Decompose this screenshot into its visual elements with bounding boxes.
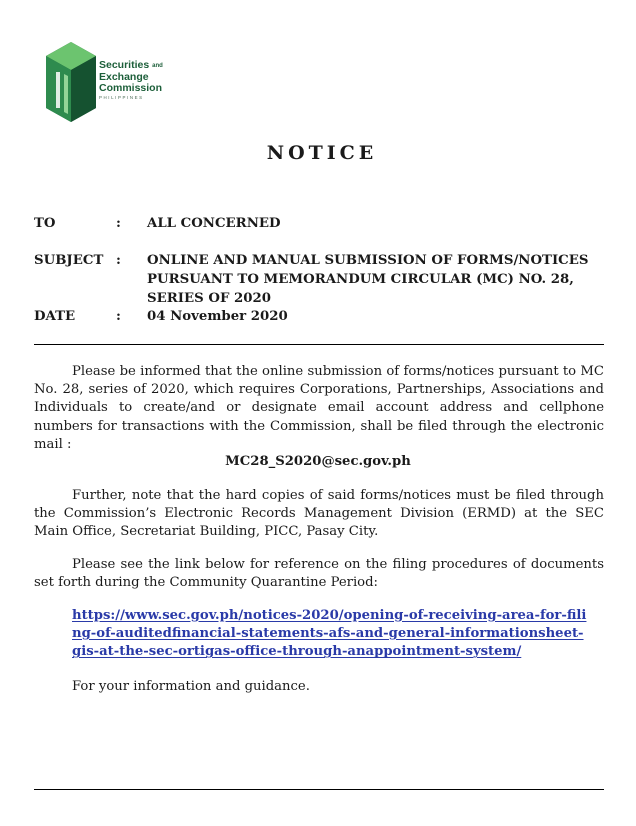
field-to-value: ALL CONCERNED [147, 216, 281, 231]
logo-line-1: Securities [99, 59, 150, 71]
notice-title: NOTICE [266, 142, 378, 164]
reference-link[interactable]: https://www.sec.gov.ph/notices-2020/opening-of-receiving-area-for-filing-of-auditedfinancial-statements-afs-and-general-informationsheet-gis-at-the-sec-ortigas-office-through-anappointment-system/ [72, 608, 587, 660]
logo-line-1-and: and [152, 63, 163, 69]
body-paragraph-closing: For your information and guidance. [72, 679, 310, 694]
body-paragraph-hard-copies: Further, note that the hard copies of said forms/notices must be filed through the Commission’s Electronic Records Management Division (ERMD) at the SEC Main Office, Secretariat Building, PICC, Pasay City. [34, 488, 604, 540]
field-date-value: 04 November 2020 [147, 309, 288, 324]
field-subject-colon: : [116, 253, 121, 268]
body-paragraph-link-intro: Please see the link below for reference on the filing procedures of documents set forth during the Community Quarantine Period: [34, 557, 604, 591]
body-paragraph-online-submission: Please be informed that the online submission of forms/notices pursuant to MC No. 28, series of 2020, which requires Corporations, Partnerships, Associations and Individuals to create/and or designate email account address and cellphone numbers for transactions with the Commission, shall be filed through the electronic mail : [34, 364, 604, 452]
logo-line-3: Commission [99, 82, 163, 94]
field-date-label: DATE [34, 309, 76, 324]
field-subject-label: SUBJECT [34, 253, 104, 268]
logo-country: PHILIPPINES [99, 95, 144, 100]
sec-logo [46, 42, 206, 124]
footer-divider [34, 789, 604, 790]
field-to-colon: : [116, 216, 121, 231]
sec-logo-wordmark [99, 60, 163, 101]
logo-line-2: Exchange [99, 71, 149, 83]
field-to-label: TO [34, 216, 56, 231]
sec-logo-mark-icon [46, 42, 96, 122]
header-divider [34, 344, 604, 345]
field-subject-value: ONLINE AND MANUAL SUBMISSION OF FORMS/NOTICES PURSUANT TO MEMORANDUM CIRCULAR (MC) NO. 28, SERIES OF 2020 [147, 253, 589, 306]
submission-email: MC28_S2020@sec.gov.ph [225, 454, 411, 469]
field-date-colon: : [116, 309, 121, 324]
